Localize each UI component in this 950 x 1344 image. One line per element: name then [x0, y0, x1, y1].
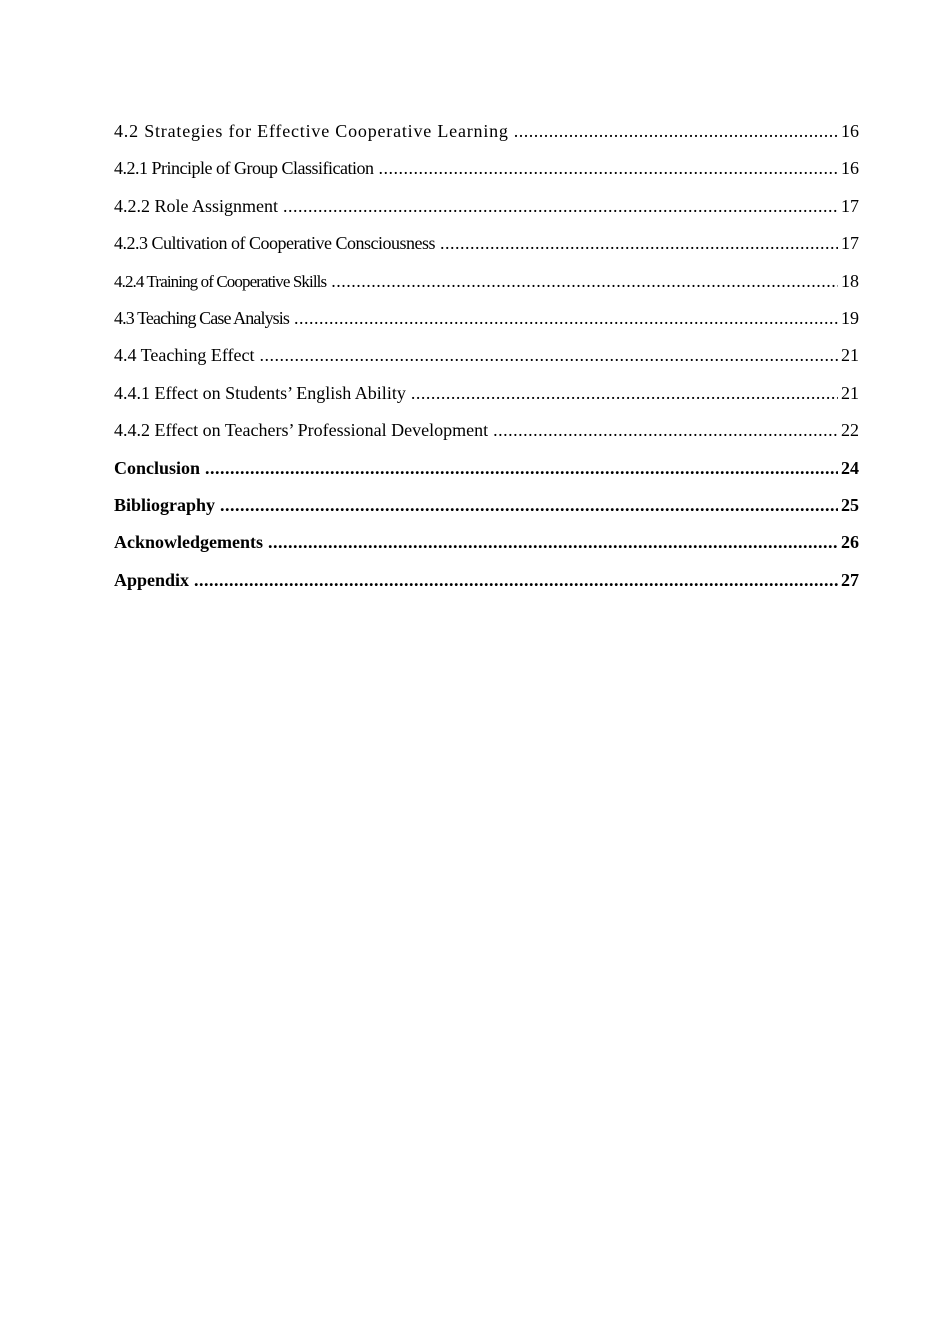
toc-page-number: 16 [841, 158, 859, 179]
toc-page-number: 17 [841, 233, 859, 254]
toc-dot-leader [205, 456, 838, 480]
toc-dot-leader [440, 231, 838, 255]
toc-entry-label: Appendix [114, 569, 190, 590]
toc-entry-4-4-2[interactable] [114, 418, 859, 455]
toc-entry-label: 4.4 Teaching Effect [114, 345, 255, 366]
toc-entry-acknowledgements[interactable] [114, 530, 859, 567]
toc-entry-4-2-4[interactable] [114, 269, 859, 306]
toc-page-number: 16 [841, 121, 859, 141]
toc-entry-4-4-1[interactable] [114, 381, 859, 418]
toc-dot-leader [283, 194, 838, 218]
toc-entry-label: Bibliography [114, 494, 216, 515]
toc-page-number: 17 [841, 195, 859, 216]
toc-dot-leader [411, 381, 838, 405]
toc-dot-leader [493, 418, 838, 442]
toc-entry-label: 4.2 Strategies for Effective Cooperative Learning [114, 121, 509, 141]
toc-entry-label: Conclusion [114, 457, 201, 478]
toc-dot-leader [268, 530, 838, 554]
toc-entry-label: 4.2.3 Cultivation of Cooperative Consciousness [114, 233, 435, 254]
toc-entry-4-2-1[interactable] [114, 156, 859, 193]
toc-page-number: 22 [841, 420, 859, 441]
toc-entry-bibliography[interactable] [114, 493, 859, 530]
toc-dot-leader [294, 306, 838, 330]
toc-entry-label: Acknowledgements [114, 532, 263, 553]
toc-entry-label: 4.2.2 Role Assignment [114, 195, 279, 216]
toc-entry-4-2[interactable] [114, 119, 859, 156]
toc-entry-4-2-2[interactable] [114, 194, 859, 231]
toc-page-number: 25 [841, 494, 859, 515]
toc-dot-leader [260, 343, 838, 367]
toc-page-number: 27 [841, 569, 859, 590]
toc-entry-4-3[interactable] [114, 306, 859, 343]
toc-page-number: 21 [841, 345, 859, 366]
toc-entry-conclusion[interactable] [114, 456, 859, 493]
toc-entry-label: 4.4.1 Effect on Students’ English Ability [114, 382, 406, 403]
toc-dot-leader [194, 568, 838, 592]
toc-dot-leader [220, 493, 838, 517]
toc-entry-appendix[interactable] [114, 568, 859, 605]
toc-dot-leader [378, 156, 838, 180]
toc-entry-label: 4.3 Teaching Case Analysis [114, 307, 289, 328]
toc-entry-4-4[interactable] [114, 343, 859, 380]
toc-page-number: 21 [841, 382, 859, 403]
table-of-contents [114, 119, 859, 605]
toc-dot-leader [331, 269, 838, 293]
toc-entry-label: 4.4.2 Effect on Teachers’ Professional Development [114, 420, 489, 441]
toc-dot-leader [514, 119, 838, 143]
toc-page-number: 19 [841, 307, 859, 328]
toc-page-number: 26 [841, 532, 859, 553]
toc-entry-4-2-3[interactable] [114, 231, 859, 268]
toc-page-number: 24 [841, 457, 859, 478]
toc-entry-label: 4.2.1 Principle of Group Classification [114, 158, 374, 179]
toc-entry-label: 4.2.4 Training of Cooperative Skills [114, 271, 327, 291]
toc-page-number: 18 [841, 270, 859, 291]
